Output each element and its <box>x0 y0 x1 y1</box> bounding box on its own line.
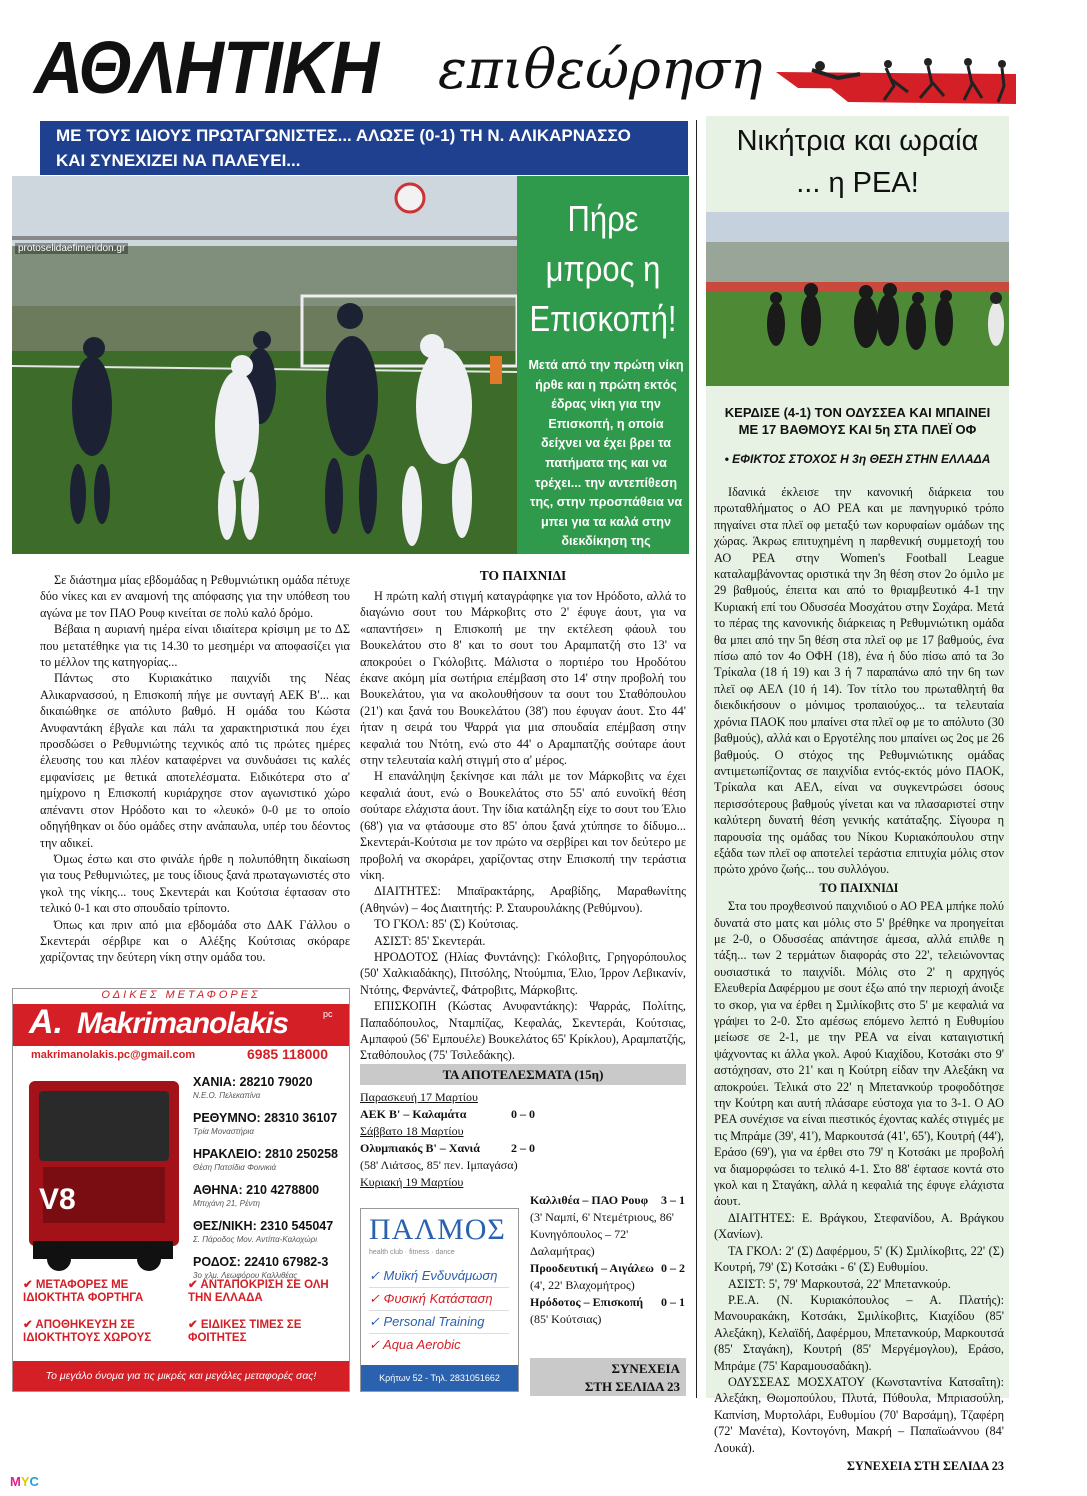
referees: ΔΙΑΙΤΗΤΕΣ: Ε. Βράγκου, Στεφανίδου, Α. Βράγκου (Χανίων). <box>714 1210 1004 1242</box>
result-row: Ηρόδοτος – Επισκοπή 0 – 1 <box>530 1295 685 1309</box>
ad-email: makrimanolakis.pc@gmail.com <box>31 1049 196 1061</box>
column-divider <box>696 120 697 1398</box>
rea-lineup: Ρ.Ε.Α. (Ν. Κυριακόπουλος – Α. Πλατής): Μανουρακάκη, Κοτσάκι, Σμιλίκοβιτς, Κιαχίδου (85' Αλεξάκη), Κελαϊδή, Δαφέρμου, Μπετανκούρ, Μαρκουτσά (85' Σταγάκη), Κουτρή (85' Μεργέμογλου), Εράσο, Μπράμε (75' Καραμουσαδάκη). <box>714 1292 1004 1373</box>
paragraph: Όμως έστω και στο φινάλε ήρθε η πολυπόθητη δικαίωση για τους Ρεθυμνιώτες, με τους ίδιους ξανά πρωταγωνιστές στο γκολ της νίκης... τους Σκεντεράι και Κούτσια έφτασαν στο τελικό 0-1 και στο σπουδαίο τρίποντο. <box>40 851 350 916</box>
contact-rhodes: ΡΟΔΟΣ: 22410 67982-3 <box>193 1255 329 1269</box>
right-game-heading: ΤΟ ΠΑΙΧΝΙΔΙ <box>819 880 899 895</box>
left-kicker-line1: ΜΕ ΤΟΥΣ ΙΔΙΟΥΣ ΠΡΩΤΑΓΩΝΙΣΤΕΣ... ΑΛΩΣΕ (0-1) ΤΗ Ν. ΑΛΙΚΑΡΝΑΣΣΟ <box>56 126 631 145</box>
masthead-title: ΑΘΛΗΤΙΚΗ <box>34 26 379 109</box>
palmos-item: ✓ Φυσική Κατάσταση <box>369 1288 509 1311</box>
left-headline-box <box>517 176 689 568</box>
herodotos-lineup: ΗΡΟΔΟΤΟΣ (Ηλίας Φυντάνης): Γκόλοβιτς, Γρηγορόπουλος (50' Χαλκιαδάκης), Πιτσόλης, Ντούμπια, Έλιο, Ίρρον Λεβικανίν, Ντότης, Φερνάντεζ, Φάτροβιτς, Μάρκοβιτς. <box>360 949 686 997</box>
results-heading: ΤΑ ΑΠΟΤΕΛΕΣΜΑΤΑ (15η) <box>360 1064 686 1085</box>
odysseas-lineup: ΟΔΥΣΣΕΑΣ ΜΟΣΧΑΤΟΥ (Κωνσταντίνα Κατσαΐτη): Αλεξάκη, Θωμοπούλου, Πλυτά, Πύθουλα, Μπριασούλη, Καπνίση, Μυρτολάρι, Ευθυμίου (70' Βαρσάμη), Τζαφέρη (72' Μανέτα), Κοντογόνη, Μακρή – Παπαϊωάννου (84' Λουκά). <box>714 1374 1004 1455</box>
paragraph: Ιδανικά έκλεισε την κανονική διάρκεια του πρωταθλήματος ο ΑΟ ΡΕΑ και με πανηγυρικό τρόπο πηγαίνει στα πλεϊ οφ μεταξύ των κορυφαίων ομάδων της χώρας. Άκρως επιτυχημένη η παρθενική συμμετοχή του ΑΟ ΡΕΑ στην Women's Football League καταλαμβάνοντας οριστικά την 3η θέση στον 2ο όμιλο με 29 βαθμούς, έπειτα και από το θριαμβευτικό 4-1 την Κυριακή επί του Οδυσσέα Μοσχάτου στην Σοχάρα. Μετά το πέρας της κανονικής διάρκειας η Ρεθυμνιώτικη ομάδα θα μπει από την 5η θέση στα πλεϊ οφ με 17 βαθμούς, ένα πίσω από τον 4ο ΟΦΗ (18), ένα ή δύο πίσω από τα 3ο Τρίκαλα (18 ή 19) και 3 ή 7 παραπάνω από την 6η των πλεϊ οφ ΑΕΛ (10 ή 14). Τον τίτλο του πρωταθλητή θα διεκδικήσουν ο μόνιμος τροπαιούχος... τα τελευταία χρόνια ΠΑΟΚ που μπαίνει στα πλεϊ οφ με το απόλυτο (30 βαθμούς), αλλά και ο Εργοτέλης που μπαίνει ως 2ος με 26 βαθμούς. Ο στόχος της Ρεθυμνιώτικης ομάδας αντιμετωπίζοντας σε παιχνίδια εντός-εκτός μόνο ΠΑΟΚ, Τρίκαλα και ΑΕΛ, είναι να συγκεντρώσει όσους περισσότερους βαθμούς γίνεται και να πλασαριστεί στην καλύτερη δυνατή θέση γενικής κατάταξης. Σίγουρα η παρουσία της ομάδας του Νίκου Κυριακόπουλου στην εξάδα των πλεϊ οφ αποτελεί τεράστια επιτυχία μόλις στον πρώτο χρόνο ζωής... του συλλόγου. <box>714 485 1004 877</box>
paragraph: Η επανάληψη ξεκίνησε και πάλι με τον Μάρκοβιτς να έχει κεφαλιά άουτ, ενώ ο Βουκελάτος στο 55' από ευνοϊκή θέση σούταρε ελάχιστα άουτ. Την ίδια κατάληξη είχε το σουτ του Έλιο (68') για να φτάσουμε στο 85' όπου ξανά χτύπησε το δίδυμο... Σκεντεράι-Κούτσια με τον πρώτο να σερβίρει και τον δεύτερο με προβολή να σκοράρει, χαρίζοντας στην Επισκοπή την τεράστια νίκη. <box>360 769 686 882</box>
left-headline: Πήρε μπρος η Επισκοπή! <box>529 198 677 339</box>
ad-top-line: ΟΔΙΚΕΣ ΜΕΤΑΦΟΡΕΣ <box>101 989 261 1001</box>
contact-chania: ΧΑΝΙΑ: 28210 79020 <box>193 1075 313 1089</box>
result-row: Προοδευτική – Αιγάλεω 0 – 2 <box>530 1261 685 1275</box>
women-team-photo <box>706 212 1009 386</box>
masthead-subtitle: επιθεώρηση <box>438 38 763 101</box>
contact-athens: ΑΘΗΝΑ: 210 4278800 <box>193 1183 320 1197</box>
palmos-tagline: health club · fitness · dance <box>369 1249 455 1256</box>
referees: ΔΙΑΙΤΗΤΕΣ: Μπαϊρακτάρης, Αραβίδης, Μαραθωνίτης (Αθηνών) – 4ος Διαιτητής: Ρ. Σταυρουλάκης (Ρεθύμνου). <box>360 884 686 915</box>
contact-rethymno: ΡΕΘΥΜΝΟ: 28310 36107 <box>193 1111 338 1125</box>
goal-line: ΤΟ ΓΚΟΛ: 85' (Σ) Κούτσιας. <box>374 917 519 932</box>
palmos-item: ✓ Aqua Aerobic <box>369 1337 461 1352</box>
contact-thessaloniki: ΘΕΣ/ΝΙΚΗ: 2310 545047 <box>193 1219 334 1233</box>
right-continue: ΣΥΝΕΧΕΙΑ ΣΤΗ ΣΕΛΙΔΑ 23 <box>846 1458 1004 1473</box>
goals: ΤΑ ΓΚΟΛ: 2' (Σ) Δαφέρμου, 5' (Κ) Σμιλίκοβιτς, 22' (Σ) Κουτρή, 79' (Σ) Κοτσάκι - 6' (Σ) Ευθυμίου. <box>714 1243 1004 1275</box>
truck-label: V8 <box>39 1183 76 1216</box>
right-bullet: • ΕΦΙΚΤΟΣ ΣΤΟΧΟΣ Η 3η ΘΕΣΗ ΣΤΗΝ ΕΛΛΑΔΑ <box>724 452 991 466</box>
assist-line: ΑΣΙΣΤ: 85' Σκεντεράι. <box>374 933 486 948</box>
assists: ΑΣΙΣΤ: 5', 79' Μαρκουτσά, 22' Μπετανκούρ. <box>728 1276 951 1291</box>
ad-mobile: 6985 118000 <box>247 1046 328 1062</box>
result-row: Ολυμπιακός Β' – Χανιά 2 – 0 <box>360 1141 535 1155</box>
paragraph: Όπως και πριν από μια εβδομάδα στο ΔΑΚ Γάλλου ο Σκεντεράι σέρβιρε και ο Αλέξης Κούτσιας σκόραρε χαρίζοντας την δεύτερη νίκη στην ομάδα του. <box>40 917 350 965</box>
right-column <box>714 484 1004 1474</box>
result-scorers: (3' Ναμπί, 6' Ντεμέτριους, 86' Κυνηγόπουλος – 72' Δαλαμήτρας) <box>530 1210 674 1258</box>
left-standfirst: Μετά από την πρώτη νίκη ήρθε και η πρώτη εκτός έδρας νίκη για την Επισκοπή, η οποία δείχνει να έχει βρει τα πατήματα της και να τρέχει... την αντεπίθεση της, στην προσπάθεια να μπει για τα καλά στην διεκδίκηση της παραμονής. <box>528 358 684 568</box>
episkopi-lineup: ΕΠΙΣΚΟΠΗ (Κώστας Ανυφαντάκης): Ψαρράς, Πολίτης, Παπαδόπουλος, Νταμπίζας, Κεφαλάς, Σκεντεράι, Κούτσιας, Αμπαφού (56' Εμπουέλε) Βουκελάτος 65' Κρίκλου), Αραμπατζής, Σταθόπουλος (75' Τσιλεδάκης). <box>360 999 686 1063</box>
right-headline: Νικήτρια και ωραία ... η ΡΕΑ! <box>736 125 979 199</box>
team-celebration-illustration <box>706 212 1009 386</box>
football-match-photo <box>12 176 517 554</box>
palmos-list <box>369 1265 509 1356</box>
ad-brand-a: A. <box>29 1003 63 1041</box>
left-continue-box: ΣΥΝΕΧΕΙΑ ΣΤΗ ΣΕΛΙΔΑ 23 <box>530 1358 686 1396</box>
color-registration-marks: MYC <box>10 1474 39 1489</box>
result-scorers: (85' Κούτσιας) <box>530 1312 602 1326</box>
paragraph: Σε διάστημα μίας εβδομάδας η Ρεθυμνιώτικη ομάδα πέτυχε δύο νίκες και εν αναμονή της απόφασης για την υπόθεση του αγώνα με τον ΠΑΟ Ρουφ κινείται σε πολύ καλό δρόμο. <box>40 573 350 620</box>
watermark: protoselidaefimeridon.gr <box>15 243 128 254</box>
left-column-2 <box>360 588 686 1064</box>
palmos-item: ✓ Personal Training <box>369 1311 509 1334</box>
result-scorers: (58' Λιάτσος, 85' πεν. Ιμπαγάσα) <box>360 1158 518 1172</box>
athletes-banner-icon <box>768 52 1018 112</box>
left-kicker-line2: ΚΑΙ ΣΥΝΕΧΙΖΕΙ ΝΑ ΠΑΛΕΥΕΙ... <box>56 151 301 170</box>
truck-icon <box>19 1071 189 1271</box>
game-heading: ΤΟ ΠΑΙΧΝΙΔΙ <box>479 568 567 583</box>
ad-brand: Makrimanolakis <box>77 1007 289 1040</box>
paragraph: Βέβαια η αυριανή ημέρα είναι ιδιαίτερα κρίσιμη με το ΔΣ που μετατέθηκε για τις 14.30 το μεσημέρι να αποφασίζει για το μέλλον της κατηγορίας... <box>40 622 350 670</box>
results-column-2 <box>530 1192 685 1328</box>
ad-slogan: Το μεγάλο όνομα για τις μικρές και μεγάλες μεταφορές σας! <box>13 1361 349 1391</box>
palmos-item: ✓ Μυϊκή Ενδυνάμωση <box>369 1265 509 1288</box>
result-row: Καλλιθέα – ΠΑΟ Ρουφ 3 – 1 <box>530 1193 685 1207</box>
left-column-1 <box>40 572 350 966</box>
feature-item: ✔ ΑΝΤΑΠΟΚΡΙΣΗ ΣΕ ΟΛΗ ΤΗΝ ΕΛΛΑΔΑ <box>188 1279 329 1304</box>
result-row: ΑΕΚ Β' – Καλαμάτα 0 – 0 <box>360 1107 535 1121</box>
left-kicker-bar <box>40 121 688 175</box>
paragraph: Πάντως στο Κυριακάτικο παιχνίδι της Νέας Αλικαρνασσού, η Επισκοπή πήγε με συνταγή ΑΕΚ Β'... και δικαιώθηκε σε απόλυτο βαθμό. Η ομάδα του Κώστα Ανυφαντάκη έβγαλε και πάλι τα χαρακτηριστικά που έχει προσδώσει ο Ρεθυμνιώτης τεχνικός από τις πρώτες ημέρες έλευσης του και πλέον καταφέρνει να συνδυάσει τις καλές εμφανίσεις με θετικά αποτελέσματα. Ειδικότερα στο α' ημίχρονο η Επισκοπή κυριάρχησε στον αγωνιστικό χώρο απέναντι στον Ηρόδοτο και το «λευκό» 0-0 με το οποίο οδηγήθηκαν οι δύο ομάδες στην ανάπαυλα, υπέρ του δέοντος την αδικεί. <box>40 671 350 850</box>
date-saturday: Σάββατο 18 Μαρτίου <box>360 1124 464 1138</box>
date-sunday: Κυριακή 19 Μαρτίου <box>360 1175 464 1189</box>
match-photo-illustration <box>12 176 517 554</box>
right-kicker: ΚΕΡΔΙΣΕ (4-1) ΤΟΝ ΟΔΥΣΣΕΑ ΚΑΙ ΜΠΑΙΝΕΙ ΜΕ 17 ΒΑΘΜΟΥΣ ΚΑΙ 5η ΣΤΑ ΠΛΕΪ ΟΦ <box>724 405 991 437</box>
ad-brand-suffix: pc <box>323 1009 333 1019</box>
feature-item: ✔ ΕΙΔΙΚΕΣ ΤΙΜΕΣ ΣΕ ΦΟΙΤΗΤΕΣ <box>188 1319 302 1344</box>
results-column-1 <box>360 1089 535 1191</box>
makrimanolakis-ad <box>12 988 350 1392</box>
date-friday: Παρασκευή 17 Μαρτίου <box>360 1090 478 1104</box>
result-scorers: (4', 22' Βλαχομήτρος) <box>530 1278 635 1292</box>
paragraph: Η πρώτη καλή στιγμή καταγράφηκε για τον Ηρόδοτο, αλλά το διαγώνιο σουτ του Μάρκοβιτς στο 2' έφυγε άουτ, για να «απαντήσει» η Επισκοπή με την εκτέλεση φάουλ του Βουκελάτου στο 8' και το σουτ του Αραμπατζή στο 13' να αποκρούει ο Γκόλοβιτς. Μάλιστα ο πορτιέρο του Ηροδότου έκανε ακόμη μία σωτήρια επέμβαση στο 14' στην προβολή του Βουκελάτου, για να ακολουθήσουν τα σουτ του Σταθόπουλου (21') και ξανά του Βουκελάτου (38') που έφυγαν άουτ. Στο 44' ήταν η σειρά του Ψαρρά για μια σπουδαία επέμβαση στην κεφαλιά του Ντότη, ενώ στο 44' ο Αραμπατζής σούταρε άουτ στην τελευταία καλή στιγμή στο α' μέρος. <box>360 589 686 768</box>
paragraph: Στα του προχθεσινού παιχνιδιού ο ΑΟ ΡΕΑ μπήκε πολύ δυνατά στο ματς και μόλις στο 5' βρέθηκε να προηγείται με 2-0, ο Οδυσσέας απάντησε άμεσα, αλλά επιλθε η τάξη... των 2 τερμάτων διαφοράς στο 22', τελειώνοντας ουσιαστικά το παιχνίδι. Μόλις στο 2' η αρχηγός Ελευθερία Δαφέρμου με σουτ έξω από την περιοχή άνοιξε το σκορ, για να έρθει η Σμιλίκοβιτς στο 5' με κεφαλιά να γράψει το 2-0. Στο αμέσως επόμενο λεπτό η Ευθυμίου μείωσε σε 2-1, με την ΡΕΑ να είναι καταιγιστική ψάχνοντας κι άλλα γκολ. Αφού Κιαχίδου, Κοτσάκι στο 9' αστόχησαν, στο 21' και η Κούτρη είδαν την Αλεξάκη να αποκρούει. Τελικά στο 22' η Μπετανκούρ τροφοδότησε την Κούτρη και αυτή πλάσαρε εύστοχα για το 3-1. Ο ΑΟ ΡΕΑ συνέχισε να είναι πιεστικός έχοντας καλές στιγμές με τις Μπράμε (39', 41'), Μαρκουτσά (41', 65'), Κουτρή (44'), Εράσο (69'), για να έρθει στο 79' η Κοτσάκι με προβολή να διαμορφώσει το τελικό 4-1. Στο 88' έφτασε κοντά στο γκολ και η Σταγάκη, αλλά η κεφαλιά της έφυγε ελάχιστα άουτ. <box>714 899 1005 1209</box>
ad-contacts: ΧΑΝΙΑ: 28210 79020 Ν.Ε.Ο. Πελεκαπίνα ΡΕΘΥΜΝΟ: 28310 36107 Τρία Μοναστήρια ΗΡΑΚΛΕΙΟ: 2810 250258 Θέση Πατσίδια Φοινικιά ΑΘΗΝΑ: 210 4278800 Μπιχάνη 21, Ρέντη ΘΕΣ/ΝΙΚΗ: 2310 545047 Σ. Πάροδος Μον. Αντίπα-Καλοχώρι ΡΟΔΟΣ: 22410 67982-3 3ο χλμ. Λεωφόρου Καλλιθέας <box>193 1075 347 1283</box>
palmos-ad <box>360 1208 519 1392</box>
contact-heraklion: ΗΡΑΚΛΕΙΟ: 2810 250258 <box>193 1147 338 1161</box>
palmos-footer: Κρήτων 52 - Τηλ. 2831051662 <box>361 1365 518 1391</box>
palmos-brand: ΠΑΛΜΟΣ <box>369 1213 506 1246</box>
feature-item: ✔ ΜΕΤΑΦΟΡΕΣ ΜΕ ΙΔΙΟΚΤΗΤΑ ΦΟΡΤΗΓΑ <box>23 1279 144 1304</box>
feature-item: ✔ ΑΠΟΘΗΚΕΥΣΗ ΣΕ ΙΔΙΟΚΤΗΤΟΥΣ ΧΩΡΟΥΣ <box>23 1319 152 1344</box>
